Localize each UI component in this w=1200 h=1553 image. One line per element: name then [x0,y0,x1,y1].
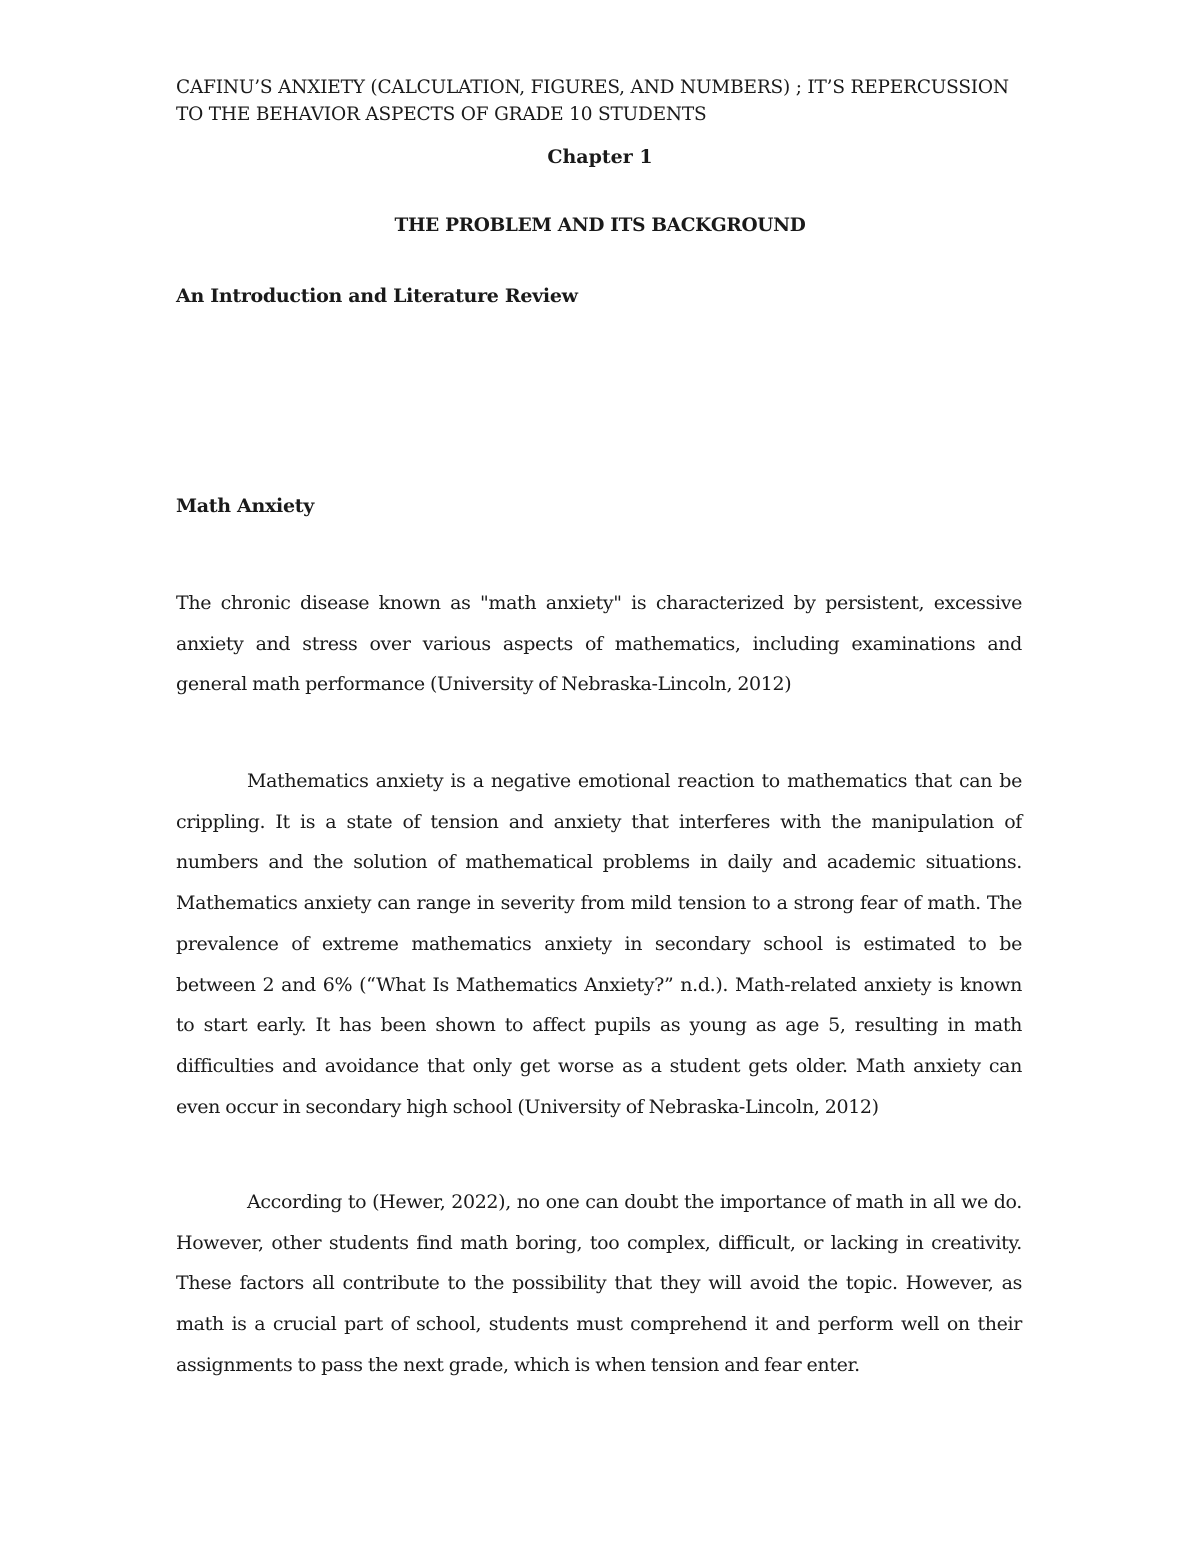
section-heading: An Introduction and Literature Review [176,285,578,307]
chapter-title: THE PROBLEM AND ITS BACKGROUND [394,215,806,236]
document-title: CAFINU’S ANXIETY (CALCULATION, FIGURES, AND NUMBERS) ; IT’S REPERCUSSION TO THE BEHAVIOR ASPECTS OF GRADE 10 STUDENTS [176,77,1009,125]
chapter-label: Chapter 1 [547,146,653,168]
paragraph: Mathematics anxiety is a negative emotional reaction to mathematics that can be crippling. It is a state of tension and anxiety that interferes with the manipulation of numbers and the solution of mathematical problems in daily and academic situations. Mathematics anxiety can range in severity from mild tension to a strong fear of math. The prevalence of extreme mathematics anxiety in secondary school is estimated to be between 2 and 6% (“What Is Mathematics Anxiety?” n.d.). Math-related anxiety is known to start early. It has been shown to affect pupils as young as age 5, resulting in math difficulties and avoidance that only get worse as a student gets older. Math anxiety can even occur in secondary high school (University of Nebraska-Lincoln, 2012) [176,770,1022,1118]
paragraph: According to (Hewer, 2022), no one can doubt the importance of math in all we do. However, other students find math boring, too complex, difficult, or lacking in creativity. These factors all contribute to the possibility that they will avoid the topic. However, as math is a crucial part of school, students must comprehend it and perform well on their assignments to pass the next grade, which is when tension and fear enter. [176,1191,1022,1376]
subsection-heading: Math Anxiety [176,495,314,517]
paragraph: The chronic disease known as "math anxiety" is characterized by persistent, excessive anxiety and stress over various aspects of mathematics, including examinations and general math performance (University of Nebraska-Lincoln, 2012) [176,592,1022,696]
